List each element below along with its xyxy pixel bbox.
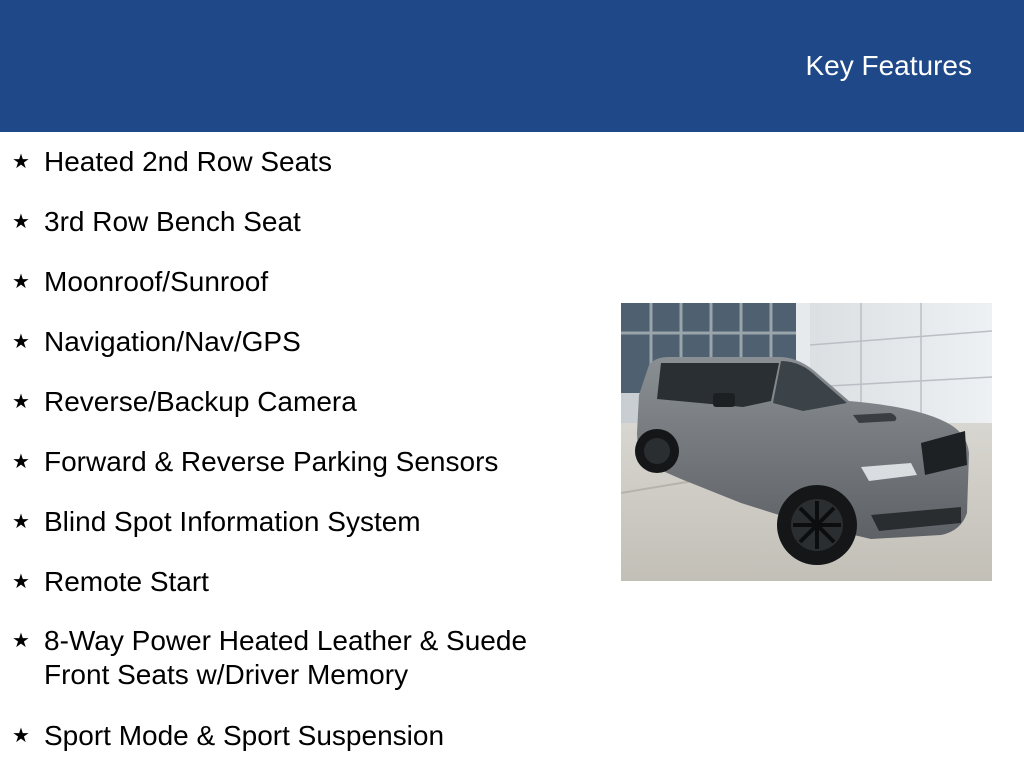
- feature-item: [12, 624, 592, 692]
- feature-text: Moonroof/Sunroof: [44, 266, 269, 297]
- star-icon: ★: [12, 271, 30, 293]
- star-icon: ★: [12, 331, 30, 353]
- feature-text: Forward & Reverse Parking Sensors: [44, 446, 499, 477]
- feature-text: Navigation/Nav/GPS: [44, 326, 301, 357]
- feature-item: [12, 445, 592, 479]
- feature-item: [12, 265, 592, 299]
- feature-text: 3rd Row Bench Seat: [44, 206, 301, 237]
- feature-text: Heated 2nd Row Seats: [44, 146, 332, 177]
- feature-item: [12, 565, 592, 599]
- feature-text: Blind Spot Information System: [44, 506, 421, 537]
- star-icon: ★: [12, 571, 30, 593]
- feature-item: [12, 385, 592, 419]
- star-icon: ★: [12, 211, 30, 233]
- car-mirror: [713, 393, 735, 407]
- feature-line: Front Seats w/Driver Memory: [44, 659, 409, 690]
- star-icon: ★: [12, 391, 30, 413]
- star-icon: ★: [12, 511, 30, 533]
- feature-item: [12, 505, 592, 539]
- feature-item: [12, 325, 592, 359]
- feature-item: [12, 205, 592, 239]
- star-icon: ★: [12, 630, 30, 652]
- feature-line: 8-Way Power Heated Leather & Suede: [44, 625, 528, 656]
- feature-text: Sport Mode & Sport Suspension: [44, 720, 445, 751]
- star-icon: ★: [12, 725, 30, 747]
- car-rear-rim: [644, 438, 670, 464]
- vehicle-photo-graphic: [621, 303, 992, 581]
- feature-item: [12, 719, 592, 753]
- feature-text: Remote Start: [44, 566, 209, 597]
- star-icon: ★: [12, 151, 30, 173]
- feature-text: Reverse/Backup Camera: [44, 386, 357, 417]
- vehicle-photo: [621, 303, 992, 581]
- page-title: Key Features: [805, 50, 972, 81]
- feature-text: [44, 624, 527, 692]
- feature-item: [12, 145, 592, 179]
- star-icon: ★: [12, 451, 30, 473]
- car-rim-spokes: [793, 501, 841, 549]
